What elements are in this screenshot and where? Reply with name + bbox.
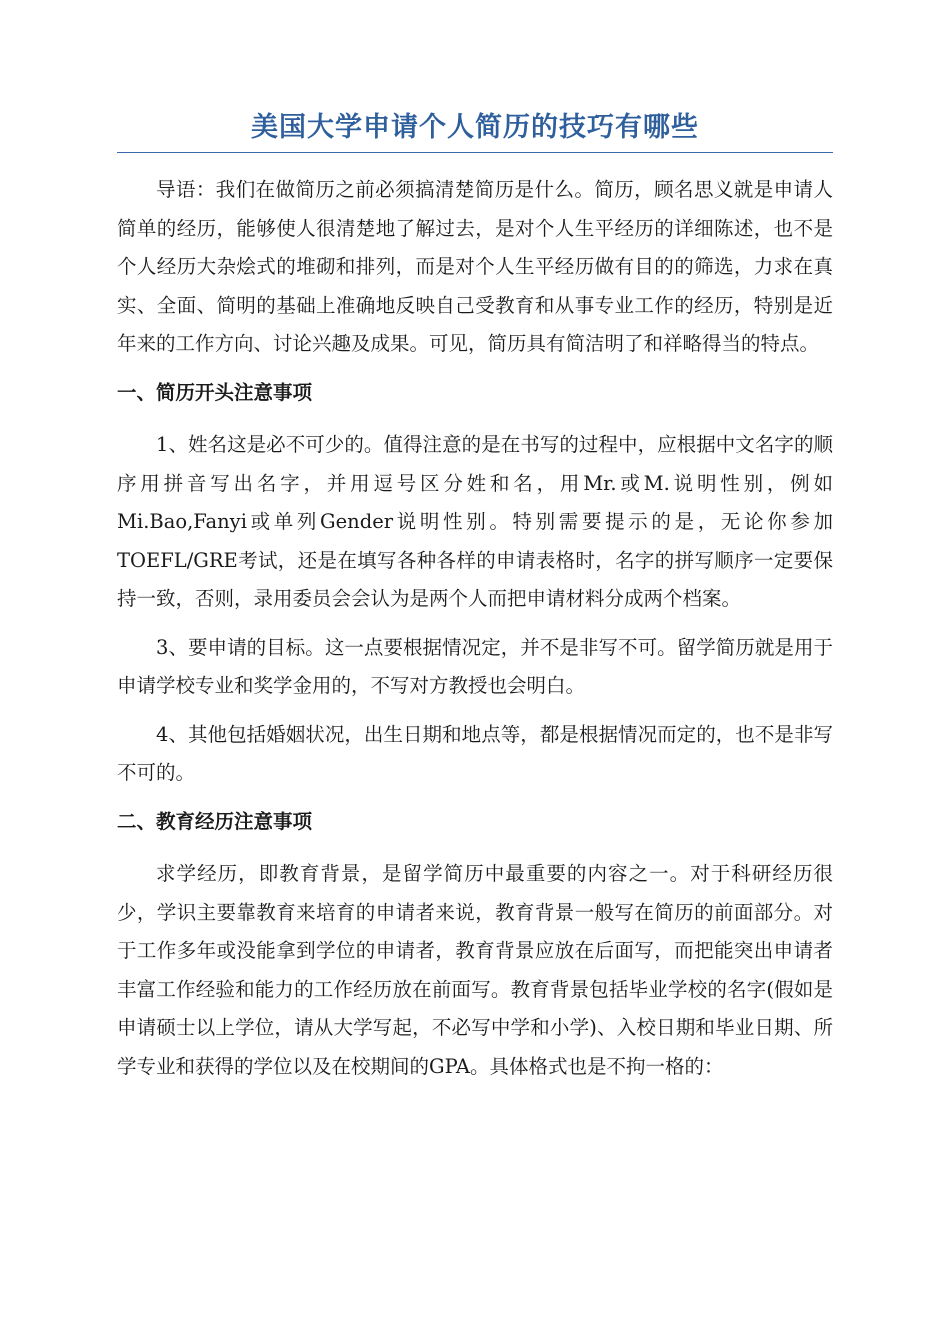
document-title: 美国大学申请个人简历的技巧有哪些 [251,112,699,143]
section1-paragraph-target: 3、要申请的目标。这一点要根据情况定，并不是非写不可。留学简历就是用于申请学校专业和奖学金用的，不写对方教授也会明白。 [117,635,833,697]
intro-paragraph: 导语：我们在做简历之前必须搞清楚简历是什么。简历，顾名思义就是申请人简单的经历，能够使人很清楚地了解过去，是对个人生平经历的详细陈述，也不是个人经历大杂烩式的堆砌和排列，而是对个人生平经历做有目的的筛选，力求在真实、全面、简明的基础上准确地反映自己受教育和从事专业工作的经历，特别是近年来的工作方向、讨论兴趣及成果。可见，简历具有简洁明了和祥略得当的特点。 [117,178,833,355]
section1-paragraph-other: 4、其他包括婚姻状况，出生日期和地点等，都是根据情况而定的，也不是非写不可的。 [117,722,833,784]
section-heading-education: 二、教育经历注意事项 [117,809,313,833]
title-divider [117,152,833,153]
section2-paragraph-education: 求学经历，即教育背景，是留学简历中最重要的内容之一。对于科研经历很少，学识主要靠教育来培育的申请者来说，教育背景一般写在简历的前面部分。对于工作多年或没能拿到学位的申请者，教育背景应放在后面写，而把能突出申请者丰富工作经验和能力的工作经历放在前面写。教育背景包括毕业学校的名字(假如是申请硕士以上学位，请从大学写起，不必写中学和小学)、入校日期和毕业日期、所学专业和获得的学位以及在校期间的GPA。具体格式也是不拘一格的： [117,862,833,1078]
document-page [117,108,833,1096]
section-heading-resume-opening: 一、简历开头注意事项 [117,380,313,404]
section1-paragraph-name: 1、姓名这是必不可少的。值得注意的是在书写的过程中，应根据中文名字的顺序用拼音写出名字，并用逗号区分姓和名，用Mr.或M.说明性别，例如Mi.Bao,Fanyi或单列Gender说明性别。特别需要提示的是，无论你参加TOEFL/GRE考试，还是在填写各种各样的申请表格时，名字的拼写顺序一定要保持一致，否则，录用委员会会认为是两个人而把申请材料分成两个档案。 [117,433,833,610]
